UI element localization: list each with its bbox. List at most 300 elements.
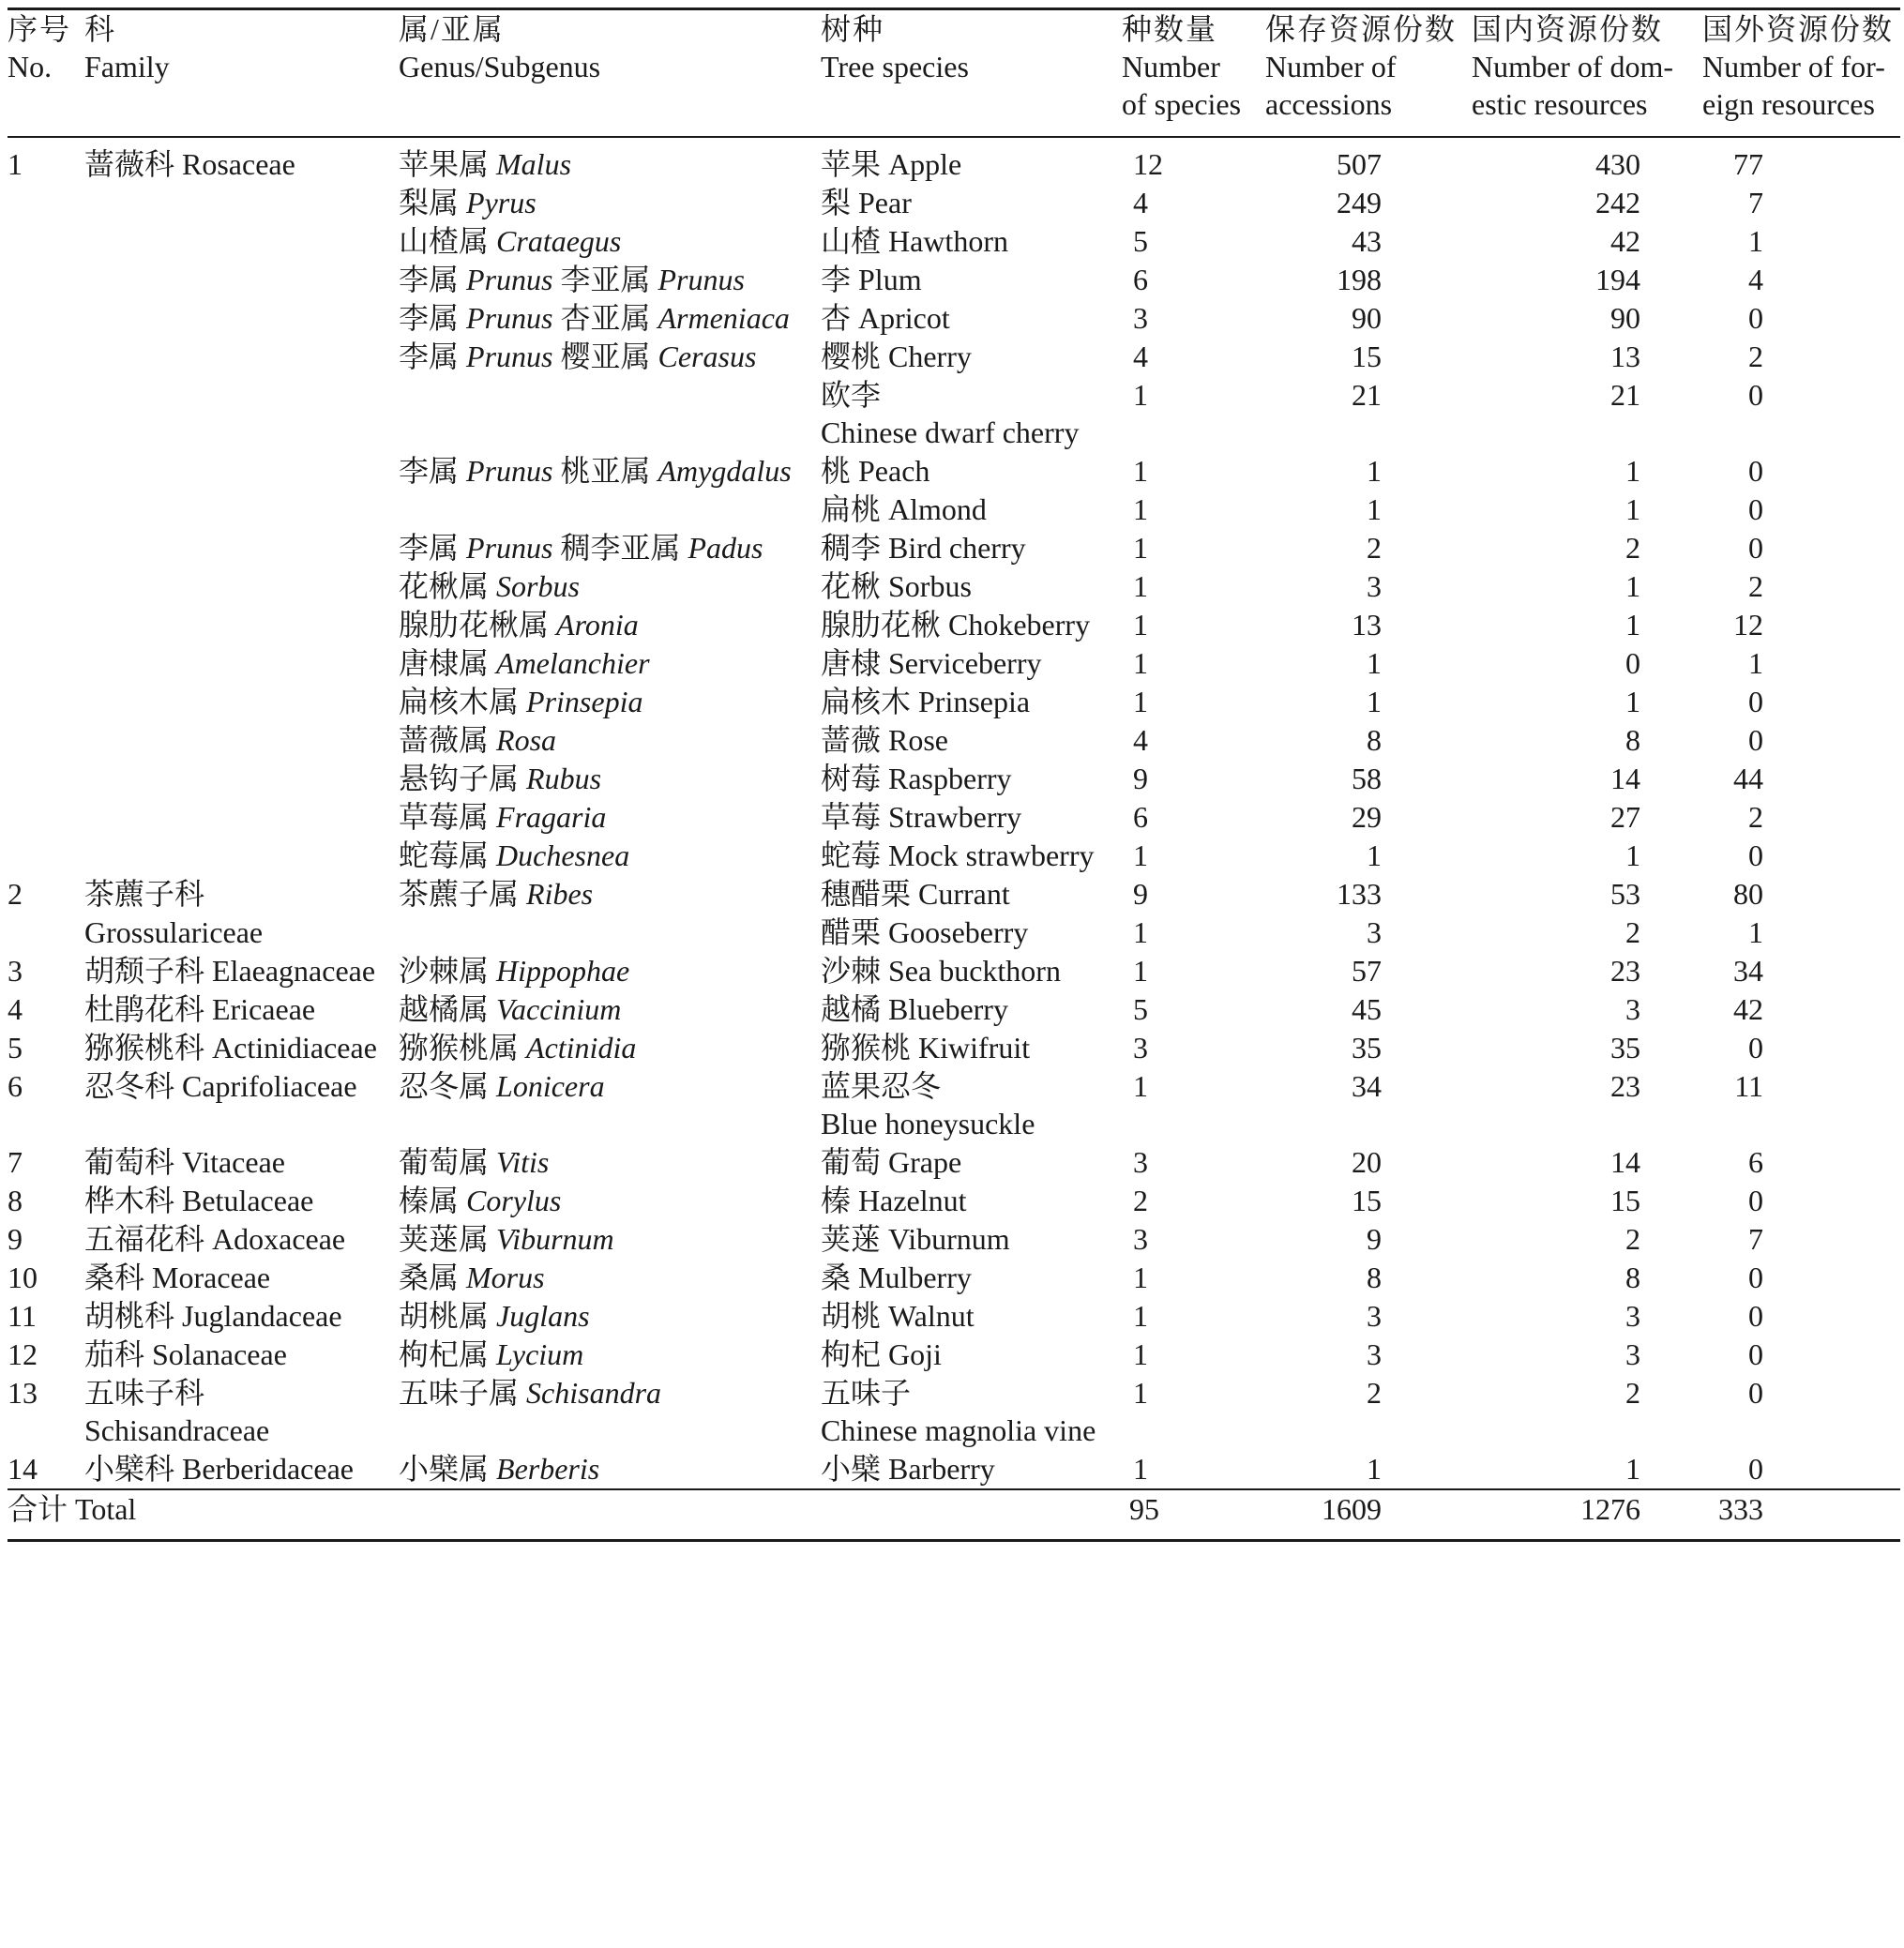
- cell-accessions-value: 8: [1367, 1261, 1382, 1294]
- cell-genus-latin: Crataegus: [496, 224, 622, 258]
- cell-species-value: 3: [1133, 301, 1148, 335]
- cell-accessions-value: 1: [1367, 685, 1382, 718]
- cell-tree: [821, 1220, 1122, 1259]
- cell-tree-text: 草莓 Strawberry: [821, 800, 1022, 834]
- cell-foreign-value: 0: [1748, 1031, 1763, 1065]
- cell-genus-latin: Prinsepia: [526, 685, 643, 718]
- cell-species: [1122, 1220, 1265, 1259]
- cell-foreign: [1702, 644, 1900, 683]
- cell-genus-latin: Vaccinium: [496, 992, 622, 1026]
- cell-foreign-value: 12: [1733, 608, 1763, 642]
- cell-no-text: 10: [8, 1261, 38, 1294]
- cell-species-value: 1: [1133, 531, 1148, 565]
- cell-domestic-value: 15: [1610, 1184, 1640, 1217]
- cell-foreign: [1702, 952, 1900, 990]
- cell-family: [84, 1259, 399, 1297]
- cell-species: [1122, 875, 1265, 914]
- cell-domestic-value: 1: [1625, 838, 1640, 872]
- cell-genus-zh: 蔷薇属: [399, 723, 497, 757]
- cell-family: [84, 567, 399, 606]
- cell-no-text: 2: [8, 877, 23, 911]
- table-body: [8, 137, 1900, 1489]
- cell-accessions: [1265, 875, 1472, 914]
- table-row: [8, 1259, 1900, 1297]
- table-row: [8, 184, 1900, 222]
- cell-domestic-value: 1: [1625, 454, 1640, 488]
- cell-tree: [821, 1067, 1122, 1143]
- cell-domestic: [1472, 990, 1702, 1029]
- cell-species-value: 3: [1133, 1222, 1148, 1256]
- cell-tree-text: 越橘 Blueberry: [821, 992, 1008, 1026]
- cell-species-value: 1: [1133, 1337, 1148, 1371]
- cell-family-text: 五福花科 Adoxaceae: [84, 1222, 346, 1256]
- header-accessions: [1265, 9, 1472, 138]
- table-row: [8, 760, 1900, 798]
- cell-accessions: [1265, 721, 1472, 760]
- cell-domestic: [1472, 222, 1702, 261]
- cell-tree: [821, 644, 1122, 683]
- cell-family-text: 胡颓子科 Elaeagnaceae: [84, 954, 376, 988]
- cell-species-value: 1: [1133, 1261, 1148, 1294]
- cell-foreign-value: 44: [1733, 762, 1763, 795]
- cell-domestic-value: 3: [1625, 1337, 1640, 1371]
- cell-tree-text: 花楸 Sorbus: [821, 569, 972, 603]
- cell-foreign-value: 77: [1733, 147, 1763, 181]
- cell-family: [84, 644, 399, 683]
- cell-domestic: [1472, 376, 1702, 452]
- cell-foreign: [1702, 1336, 1900, 1374]
- cell-foreign: [1702, 222, 1900, 261]
- cell-domestic-value: 2: [1625, 915, 1640, 949]
- cell-family: [84, 683, 399, 721]
- cell-accessions: [1265, 567, 1472, 606]
- table-container: [8, 8, 1900, 1542]
- table-row: [8, 683, 1900, 721]
- cell-tree: [821, 299, 1122, 338]
- cell-foreign-value: 6: [1748, 1145, 1763, 1179]
- cell-tree-text-2: Chinese dwarf cherry: [821, 415, 1080, 449]
- cell-no-text: 12: [8, 1337, 38, 1371]
- cell-domestic: [1472, 1450, 1702, 1489]
- header-accessions-en1: Number of: [1265, 50, 1397, 83]
- cell-species-value: 1: [1133, 608, 1148, 642]
- cell-domestic: [1472, 721, 1702, 760]
- cell-species: [1122, 137, 1265, 184]
- cell-genus: [399, 837, 821, 875]
- cell-accessions: [1265, 990, 1472, 1029]
- cell-foreign-value: 7: [1748, 1222, 1763, 1256]
- cell-species-value: 2: [1133, 1184, 1148, 1217]
- cell-accessions-value: 13: [1352, 608, 1382, 642]
- cell-genus-zh: 茶藨子属: [399, 877, 527, 911]
- cell-accessions-value: 90: [1352, 301, 1382, 335]
- cell-no-text: 7: [8, 1145, 23, 1179]
- cell-genus: [399, 798, 821, 837]
- cell-no: [8, 299, 84, 338]
- cell-family-text: 忍冬科 Caprifoliaceae: [84, 1069, 357, 1103]
- cell-foreign-value: 0: [1748, 685, 1763, 718]
- cell-species: [1122, 644, 1265, 683]
- cell-domestic-value: 53: [1610, 877, 1640, 911]
- cell-foreign-value: 0: [1748, 723, 1763, 757]
- cell-accessions-value: 3: [1367, 569, 1382, 603]
- cell-domestic-value: 42: [1610, 224, 1640, 258]
- cell-domestic: [1472, 683, 1702, 721]
- total-label: 合计 Total: [8, 1492, 137, 1526]
- cell-domestic: [1472, 952, 1702, 990]
- cell-genus-zh: 梨属: [399, 186, 467, 219]
- cell-foreign-value: 4: [1748, 263, 1763, 296]
- cell-tree: [821, 452, 1122, 491]
- cell-tree: [821, 491, 1122, 529]
- cell-accessions-value: 1: [1367, 1452, 1382, 1486]
- cell-species-value: 1: [1133, 569, 1148, 603]
- cell-genus-latin: Ribes: [526, 877, 594, 911]
- cell-domestic: [1472, 261, 1702, 299]
- cell-foreign-value: 0: [1748, 454, 1763, 488]
- cell-no: [8, 990, 84, 1029]
- cell-genus-latin: Amelanchier: [496, 646, 650, 680]
- cell-species-value: 9: [1133, 877, 1148, 911]
- cell-genus: [399, 990, 821, 1029]
- cell-species: [1122, 1029, 1265, 1067]
- cell-foreign-value: 1: [1748, 224, 1763, 258]
- cell-family-text: 桦木科 Betulaceae: [84, 1184, 314, 1217]
- table-row: [8, 914, 1900, 952]
- cell-accessions-value: 1: [1367, 646, 1382, 680]
- cell-tree: [821, 137, 1122, 184]
- cell-species-value: 1: [1133, 838, 1148, 872]
- cell-family: [84, 299, 399, 338]
- cell-domestic-value: 242: [1595, 186, 1640, 219]
- cell-foreign-value: 0: [1748, 1452, 1763, 1486]
- cell-domestic: [1472, 1182, 1702, 1220]
- cell-accessions: [1265, 1143, 1472, 1182]
- cell-species: [1122, 1143, 1265, 1182]
- table-header: [8, 9, 1900, 138]
- cell-family-text: 桑科 Moraceae: [84, 1261, 271, 1294]
- cell-species-value: 4: [1133, 340, 1148, 373]
- cell-tree-text: 榛 Hazelnut: [821, 1184, 967, 1217]
- cell-accessions-value: 45: [1352, 992, 1382, 1026]
- cell-accessions: [1265, 1259, 1472, 1297]
- cell-species: [1122, 683, 1265, 721]
- table-row: [8, 376, 1900, 452]
- cell-genus-zh: 唐棣属: [399, 646, 497, 680]
- cell-species: [1122, 452, 1265, 491]
- cell-domestic-value: 3: [1625, 992, 1640, 1026]
- cell-family-text: 蔷薇科 Rosaceae: [84, 147, 295, 181]
- cell-domestic: [1472, 529, 1702, 567]
- cell-genus-zh: 荚蒾属: [399, 1222, 497, 1256]
- cell-genus-zh: 蛇莓属: [399, 838, 497, 872]
- cell-genus-zh: 榛属: [399, 1184, 467, 1217]
- cell-no-text: 11: [8, 1299, 37, 1333]
- cell-no: [8, 1029, 84, 1067]
- table-row: [8, 644, 1900, 683]
- cell-genus-latin: Vitis: [496, 1145, 550, 1179]
- cell-tree-text: 枸杞 Goji: [821, 1337, 942, 1371]
- cell-species: [1122, 184, 1265, 222]
- header-genus-zh: 属/亚属: [399, 12, 505, 46]
- cell-foreign-value: 0: [1748, 838, 1763, 872]
- cell-domestic: [1472, 1067, 1702, 1143]
- cell-domestic: [1472, 1143, 1702, 1182]
- cell-tree: [821, 837, 1122, 875]
- cell-family: [84, 1374, 399, 1450]
- cell-domestic: [1472, 606, 1702, 644]
- cell-tree-text: 李 Plum: [821, 263, 922, 296]
- cell-species: [1122, 338, 1265, 376]
- cell-family: [84, 798, 399, 837]
- cell-genus-latin: Sorbus: [496, 569, 580, 603]
- cell-genus-latin: Rubus: [526, 762, 602, 795]
- cell-tree: [821, 683, 1122, 721]
- header-no: [8, 9, 84, 138]
- cell-accessions-value: 8: [1367, 723, 1382, 757]
- cell-genus-zh: 枸杞属: [399, 1337, 497, 1371]
- cell-genus-latin: Aronia: [556, 608, 639, 642]
- cell-domestic: [1472, 798, 1702, 837]
- cell-domestic: [1472, 875, 1702, 914]
- table-row: [8, 567, 1900, 606]
- cell-domestic-value: 27: [1610, 800, 1640, 834]
- cell-domestic-value: 2: [1625, 1222, 1640, 1256]
- cell-tree: [821, 529, 1122, 567]
- table-row: [8, 338, 1900, 376]
- cell-tree-text: 穗醋栗 Currant: [821, 877, 1010, 911]
- cell-foreign: [1702, 299, 1900, 338]
- header-accessions-en2: accessions: [1265, 87, 1393, 121]
- cell-family-text: 猕猴桃科 Actinidiaceae: [84, 1031, 377, 1065]
- cell-genus-latin: Fragaria: [496, 800, 607, 834]
- cell-tree: [821, 184, 1122, 222]
- cell-foreign: [1702, 137, 1900, 184]
- cell-species-value: 1: [1133, 1376, 1148, 1410]
- cell-domestic-value: 8: [1625, 1261, 1640, 1294]
- cell-genus-zh: 桃亚属: [552, 454, 658, 488]
- cell-genus-zh: 樱亚属: [552, 340, 658, 373]
- cell-domestic: [1472, 1259, 1702, 1297]
- cell-family: [84, 376, 399, 452]
- cell-domestic-value: 2: [1625, 531, 1640, 565]
- table-row: [8, 261, 1900, 299]
- cell-no: [8, 261, 84, 299]
- cell-foreign-value: 42: [1733, 992, 1763, 1026]
- cell-tree: [821, 798, 1122, 837]
- cell-family: [84, 875, 399, 914]
- cell-family-text: 杜鹃花科 Ericaeae: [84, 992, 316, 1026]
- cell-foreign: [1702, 721, 1900, 760]
- table-row: [8, 837, 1900, 875]
- cell-species: [1122, 376, 1265, 452]
- cell-genus: [399, 1220, 821, 1259]
- cell-species-value: 3: [1133, 1031, 1148, 1065]
- cell-domestic-value: 14: [1610, 762, 1640, 795]
- cell-domestic: [1472, 338, 1702, 376]
- cell-family: [84, 952, 399, 990]
- cell-tree: [821, 1259, 1122, 1297]
- cell-no: [8, 567, 84, 606]
- cell-tree-text: 杏 Apricot: [821, 301, 950, 335]
- cell-accessions-value: 15: [1352, 1184, 1382, 1217]
- cell-no: [8, 837, 84, 875]
- cell-no: [8, 606, 84, 644]
- cell-family: [84, 837, 399, 875]
- cell-species-value: 1: [1133, 378, 1148, 412]
- cell-genus: [399, 222, 821, 261]
- cell-tree: [821, 567, 1122, 606]
- table-row: [8, 798, 1900, 837]
- total-domestic: 1276: [1580, 1492, 1640, 1526]
- cell-family-text: 葡萄科 Vitaceae: [84, 1145, 285, 1179]
- cell-genus-latin: Hippophae: [496, 954, 630, 988]
- cell-tree-text: 沙棘 Sea buckthorn: [821, 954, 1061, 988]
- cell-genus-zh: 越橘属: [399, 992, 497, 1026]
- header-species: [1122, 9, 1265, 138]
- cell-tree: [821, 376, 1122, 452]
- table-row: [8, 606, 1900, 644]
- cell-family-text: 茄科 Solanaceae: [84, 1337, 287, 1371]
- cell-domestic: [1472, 567, 1702, 606]
- cell-genus-latin: Lonicera: [496, 1069, 605, 1103]
- cell-tree: [821, 990, 1122, 1029]
- cell-genus-zh: 猕猴桃属: [399, 1031, 527, 1065]
- cell-species: [1122, 914, 1265, 952]
- cell-species-value: 1: [1133, 685, 1148, 718]
- header-domestic-en2: estic resources: [1472, 87, 1648, 121]
- table-row: [8, 1220, 1900, 1259]
- cell-genus-latin: Schisandra: [526, 1376, 662, 1410]
- cell-accessions: [1265, 760, 1472, 798]
- cell-foreign: [1702, 1259, 1900, 1297]
- cell-accessions-value: 35: [1352, 1031, 1382, 1065]
- cell-species: [1122, 1374, 1265, 1450]
- cell-family: [84, 1067, 399, 1143]
- cell-domestic: [1472, 491, 1702, 529]
- cell-foreign: [1702, 338, 1900, 376]
- cell-no: [8, 760, 84, 798]
- cell-domestic-value: 13: [1610, 340, 1640, 373]
- cell-genus-zh: 杏亚属: [552, 301, 658, 335]
- cell-species: [1122, 1067, 1265, 1143]
- cell-genus-latin: Prunus: [466, 531, 553, 565]
- cell-species-value: 1: [1133, 1299, 1148, 1333]
- cell-foreign-value: 7: [1748, 186, 1763, 219]
- cell-tree-text: 苹果 Apple: [821, 147, 962, 181]
- cell-accessions: [1265, 299, 1472, 338]
- cell-tree-text: 桑 Mulberry: [821, 1261, 972, 1294]
- cell-accessions: [1265, 798, 1472, 837]
- cell-family-text: 小檗科 Berberidaceae: [84, 1452, 354, 1486]
- cell-tree-text: 樱桃 Cherry: [821, 340, 972, 373]
- cell-species: [1122, 952, 1265, 990]
- cell-domestic-value: 23: [1610, 954, 1640, 988]
- cell-accessions: [1265, 1297, 1472, 1336]
- cell-genus-latin: Actinidia: [526, 1031, 637, 1065]
- cell-genus: [399, 299, 821, 338]
- cell-no: [8, 1450, 84, 1489]
- cell-domestic: [1472, 760, 1702, 798]
- cell-species-value: 6: [1133, 263, 1148, 296]
- cell-foreign: [1702, 1182, 1900, 1220]
- cell-accessions: [1265, 184, 1472, 222]
- cell-genus-latin: Padus: [688, 531, 763, 565]
- header-no-en: No.: [8, 50, 53, 83]
- cell-domestic: [1472, 1374, 1702, 1450]
- cell-no: [8, 338, 84, 376]
- header-species-zh: 种数量: [1122, 12, 1218, 46]
- cell-genus: [399, 1450, 821, 1489]
- cell-tree: [821, 914, 1122, 952]
- cell-foreign-value: 1: [1748, 915, 1763, 949]
- cell-family: [84, 1336, 399, 1374]
- cell-domestic: [1472, 299, 1702, 338]
- cell-accessions-value: 15: [1352, 340, 1382, 373]
- cell-genus: [399, 376, 821, 452]
- cell-genus-zh: 沙棘属: [399, 954, 497, 988]
- total-row: [8, 1489, 1900, 1541]
- cell-foreign: [1702, 529, 1900, 567]
- cell-genus: [399, 914, 821, 952]
- cell-foreign: [1702, 1220, 1900, 1259]
- header-foreign: [1702, 9, 1900, 138]
- cell-tree: [821, 261, 1122, 299]
- cell-species-value: 3: [1133, 1145, 1148, 1179]
- cell-tree-text: 山楂 Hawthorn: [821, 224, 1008, 258]
- cell-genus: [399, 1297, 821, 1336]
- cell-species: [1122, 222, 1265, 261]
- cell-foreign-value: 0: [1748, 531, 1763, 565]
- cell-species-value: 4: [1133, 723, 1148, 757]
- cell-no-text: 13: [8, 1376, 38, 1410]
- cell-genus-latin: Juglans: [496, 1299, 590, 1333]
- cell-no: [8, 1374, 84, 1450]
- cell-genus-latin: Pyrus: [466, 186, 536, 219]
- cell-genus-latin: Armeniaca: [657, 301, 790, 335]
- cell-accessions: [1265, 914, 1472, 952]
- cell-foreign: [1702, 1450, 1900, 1489]
- table-row: [8, 491, 1900, 529]
- cell-tree-text: 唐棣 Serviceberry: [821, 646, 1042, 680]
- cell-accessions-value: 9: [1367, 1222, 1382, 1256]
- cell-species-value: 1: [1133, 1069, 1148, 1103]
- cell-accessions: [1265, 683, 1472, 721]
- cell-species-value: 1: [1133, 954, 1148, 988]
- cell-foreign: [1702, 683, 1900, 721]
- cell-accessions: [1265, 491, 1472, 529]
- cell-genus: [399, 184, 821, 222]
- cell-accessions: [1265, 338, 1472, 376]
- cell-tree-text: 扁桃 Almond: [821, 492, 987, 526]
- cell-foreign-value: 0: [1748, 1261, 1763, 1294]
- cell-domestic-value: 2: [1625, 1376, 1640, 1410]
- cell-accessions: [1265, 1182, 1472, 1220]
- table-row: [8, 452, 1900, 491]
- cell-domestic: [1472, 1336, 1702, 1374]
- cell-domestic: [1472, 644, 1702, 683]
- cell-tree-text-2: Blue honeysuckle: [821, 1107, 1035, 1140]
- cell-domestic: [1472, 452, 1702, 491]
- cell-foreign-value: 2: [1748, 569, 1763, 603]
- cell-no: [8, 875, 84, 914]
- cell-species-value: 6: [1133, 800, 1148, 834]
- cell-no-text: 6: [8, 1069, 23, 1103]
- cell-foreign: [1702, 606, 1900, 644]
- cell-family-text-2: Schisandraceae: [84, 1413, 270, 1447]
- cell-genus-latin: Prunus: [466, 454, 553, 488]
- cell-foreign-value: 1: [1748, 646, 1763, 680]
